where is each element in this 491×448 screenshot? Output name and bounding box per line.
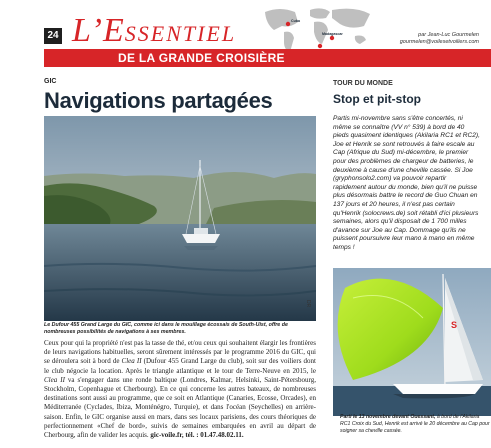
sidebar-body: Partis mi-novembre sans s'être concertés, ni même se connaître (VV n° 539) à bord de 40 pieds quasiment identiques (Akilaria RC1 et RC2), Joe et Henrik se sont retrouvés à faire escale au Cap (Afrique du Sud) mi-décembre, le premier pour des problèmes de chargeur de batteries, le deuxième à cause d'une cheville cassée. Si Joe (gryphonsolo2.com) va pouvoir repartir rapidement autour du monde, bien qu'il ne puisse plus désormais battre le record de Guo Chuan en 137 jours et 20 heures, il n'est pas certain qu'Henrik (solocrews.de) soit rétabli d'ici plusieurs semaines, alors qu'il disposait de 1 700 milles d'avance sur Joe au Cap. Dommage qu'ils ne puissent poursuivre leur mano à mano en même temps ! — [333, 115, 480, 251]
map-label-madagascar: Madagascar — [322, 32, 343, 36]
article-title: Navigations partagées — [44, 88, 273, 113]
author-email: gourmelen@voilesetvoiliers.com — [399, 39, 479, 45]
body-mid: (Dufour 455 Grand Large du club), soit sur des voiliers dont le club négocie la location. Après le triangle atlantique et le tour de Terre-Neuve en 2015, le — [44, 357, 317, 375]
author-name: par Jean-Luc Gourmelen — [418, 32, 479, 38]
sail-logo: S — [451, 320, 458, 330]
boat-name-2: Clea II — [44, 375, 65, 384]
sidebar-caption-text: à bord de l'Akilaria RC1 Croix du Sud, Henrik est arrivé le 20 décembre au Cap pour soigner sa cheville cassée. — [340, 414, 490, 434]
map-pin-croix-du-sud — [318, 44, 322, 48]
contact-info: gic-voile.fr, tél. : 01.47.48.02.11. — [150, 431, 244, 440]
brand-initial: L’E — [72, 12, 125, 49]
sailboat-anchorage-photo — [44, 116, 316, 321]
map-pin-madagascar — [330, 36, 334, 40]
article-body — [44, 339, 316, 440]
author-byline — [400, 32, 479, 46]
article-kicker: GIC — [44, 78, 57, 85]
sidebar-section: TOUR DU MONDE — [333, 80, 393, 87]
magazine-section-logo — [72, 14, 236, 51]
page-header — [0, 0, 491, 52]
photo-caption: Le Dufour 455 Grand Large du GIC, comme ici dans le mouillage écossais de South-Uist, offre de nombreuses possibilités de navigations à ses membres. — [44, 322, 288, 335]
sidebar-caption-lead: Parti le 13 novembre devant Ouessant, — [340, 414, 436, 420]
racing-sailboat-photo — [333, 268, 491, 416]
sidebar-photo-caption — [340, 414, 490, 434]
boat-name-1: Clea II — [121, 357, 142, 366]
map-label-cuba: Cuba — [291, 19, 300, 23]
photo-credit: DR — [305, 300, 311, 308]
page-spine — [0, 0, 40, 448]
body-intro: Ceux pour qui la propriété n'est pas la tasse de thé, et/ou ceux qui souhaitent élargir les frontières de leurs navigations habituelles, seront sûrement intéressés par le programme 2016 du GIC, qui se déroulera soit à bord de — [44, 339, 316, 366]
section-banner-text: DE LA GRANDE CROISIÈRE — [118, 51, 285, 65]
body-rest: va s'engager dans une ronde baltique (Londres, Kalmar, Helsinki, Saint-Pétersbourg, Stockholm, Copenhague et Cherbourg). En ce qui concerne les autres bateaux, de nombreuses destinations sont aussi au programme, que ce soit en Atlantique (Canaries, Ecosse, Orcades), en Méditerranée (Cyclades, Ibiza, Monténégro, Turquie), et dans l'océan (Seychelles) en arrière-saison. Enfin, le GIC organise aussi en mars, dans ses locaux parisiens, des cours théoriques de perfectionnement «Chef de bord», suivis de semaines embarquées en avril au départ de Cherbourg, afin de valider les acquis. — [44, 375, 316, 440]
map-pin-cuba — [286, 22, 290, 26]
section-banner — [44, 49, 491, 67]
brand-rest: SSENTIEL — [124, 21, 237, 46]
page-number: 24 — [44, 28, 62, 44]
sidebar-title: Stop et pit-stop — [333, 92, 421, 106]
